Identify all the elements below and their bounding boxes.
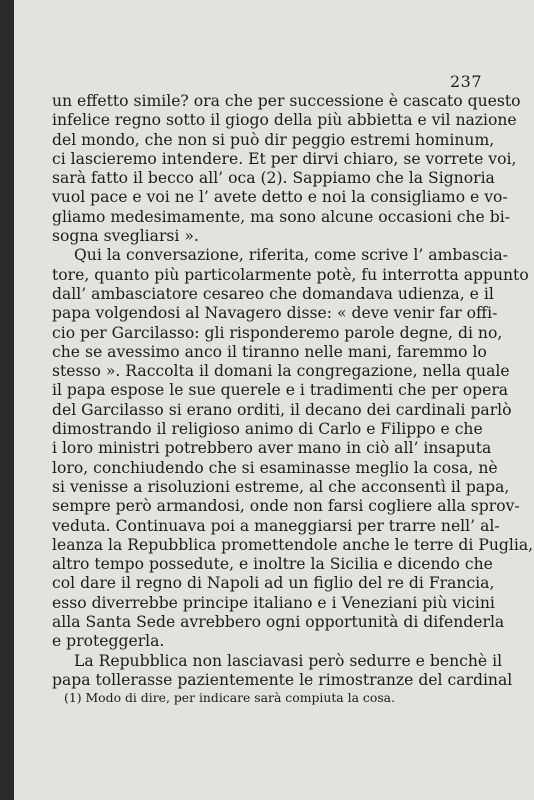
text-line: i loro ministri potrebbero aver mano in ciò all’ insaputa <box>52 439 492 458</box>
text-line: sempre però armandosi, onde non farsi cogliere alla sprov- <box>52 497 520 516</box>
text-line: dimostrando il religioso animo di Carlo e Filippo e che <box>52 420 483 439</box>
text-line: Qui la conversazione, riferita, come scrive l’ ambascia- <box>74 246 508 265</box>
text-line: alla Santa Sede avrebbero ogni opportunità di difenderla <box>52 613 505 632</box>
text-line: dall’ ambasciatore cesareo che domandava udienza, e il <box>52 284 494 303</box>
text-line: sogna svegliarsi ». <box>52 227 199 246</box>
text-line: loro, conchiudendo che si esaminasse meglio la cosa, nè <box>52 458 498 477</box>
text-line: sarà fatto il becco all’ oca (2). Sappiamo che la Signoria <box>52 169 495 188</box>
text-line: cio per Garcilasso: gli risponderemo parole degne, di no, <box>52 323 503 342</box>
text-line: si venisse a risoluzioni estreme, al che acconsentì il papa, <box>52 477 510 496</box>
text-line: gliamo medesimamente, ma sono alcune occasioni che bi- <box>52 207 510 226</box>
text-line: il papa espose le sue querele e i tradimenti che per opera <box>52 381 509 400</box>
text-line: del Garcilasso si erano orditi, il decano dei cardinali parlò <box>52 400 512 419</box>
text-line: col dare il regno di Napoli ad un figlio del re di Francia, <box>52 574 495 593</box>
footnote: (1) Modo di dire, per indicare sarà compiuta la cosa. <box>64 690 396 705</box>
text-line: tore, quanto più particolarmente potè, fu interrotta appunto <box>52 265 529 284</box>
body-text <box>52 92 534 690</box>
text-line: del mondo, che non si può dir peggio estremi hominum, <box>52 130 495 149</box>
text-line: vuol pace e voi ne l’ avete detto e noi la consigliamo e vo- <box>52 188 508 207</box>
text-line: esso diverrebbe principe italiano e i Veneziani più vicini <box>52 593 495 612</box>
text-line: un effetto simile? ora che per successione è cascato questo <box>52 92 521 110</box>
text-line: che se avessimo anco il tiranno nelle mani, faremmo lo <box>52 342 487 361</box>
text-line: papa volgendosi al Navagero disse: « deve venir far offi- <box>52 304 498 323</box>
text-line: La Repubblica non lasciavasi però sedurre e benchè il <box>74 651 503 670</box>
text-line: e proteggerla. <box>52 632 165 651</box>
text-line: infelice regno sotto il giogo della più abbietta e vil nazione <box>52 111 517 130</box>
text-line: leanza la Repubblica promettendole anche le terre di Puglia, <box>52 535 534 554</box>
text-line: ci lascieremo intendere. Et per dirvi chiaro, se vorrete voi, <box>52 149 517 168</box>
text-line: papa tollerasse pazientemente le rimostranze del cardinal <box>52 670 513 689</box>
text-line: altro tempo possedute, e inoltre la Sicilia e dicendo che <box>52 555 493 574</box>
text-line: stesso ». Raccolta il domani la congregazione, nella quale <box>52 362 510 381</box>
book-page <box>14 0 534 800</box>
page-number: 237 <box>449 72 482 91</box>
text-line: veduta. Continuava poi a maneggiarsi per trarre nell’ al- <box>52 516 500 535</box>
